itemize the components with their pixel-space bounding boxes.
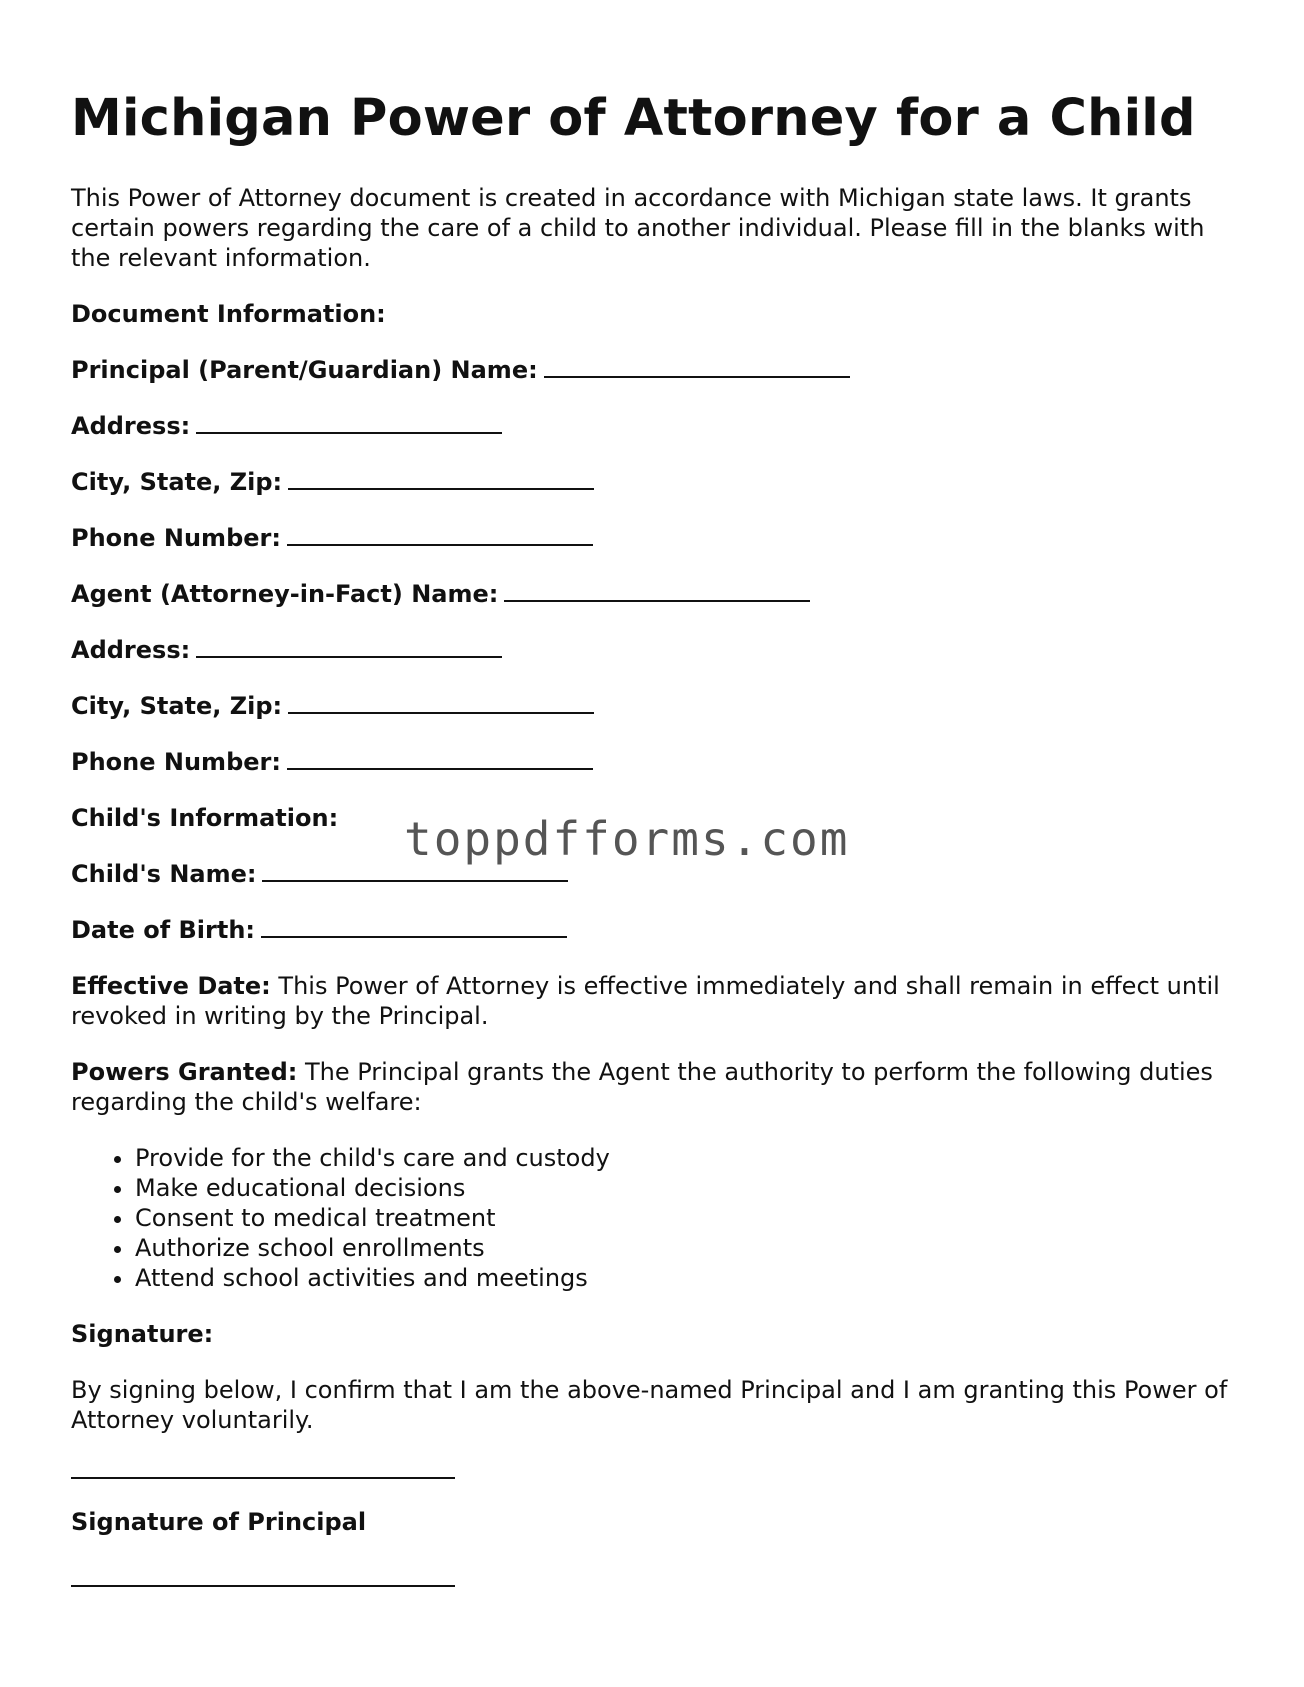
- principal-phone-field: [71, 523, 1241, 553]
- agent-phone-field: [71, 747, 1241, 777]
- watermark: toppdfforms.com: [404, 812, 850, 866]
- powers-list: [71, 1143, 1241, 1293]
- agent-city-blank[interactable]: [288, 692, 594, 714]
- powers-granted-lead: Powers Granted:: [71, 1058, 298, 1086]
- agent-city-field: [71, 691, 1241, 721]
- principal-signature-line[interactable]: [71, 1477, 455, 1479]
- page-title: Michigan Power of Attorney for a Child: [71, 89, 1196, 148]
- agent-phone-label: Phone Number:: [71, 748, 281, 776]
- principal-name-label: Principal (Parent/Guardian) Name:: [71, 356, 538, 384]
- child-dob-field: [71, 915, 1241, 945]
- child-info-heading: Child's Information:: [71, 804, 339, 832]
- list-item: • Authorize school enrollments: [135, 1233, 1241, 1263]
- principal-address-blank[interactable]: [196, 412, 502, 434]
- powers-granted-paragraph: [71, 1057, 1241, 1117]
- agent-name-blank[interactable]: [504, 580, 810, 602]
- agent-city-label: City, State, Zip:: [71, 692, 283, 720]
- principal-city-field: [71, 467, 1241, 497]
- principal-name-blank[interactable]: [544, 356, 850, 378]
- principal-city-label: City, State, Zip:: [71, 468, 283, 496]
- signature-heading: Signature:: [71, 1320, 214, 1348]
- agent-phone-blank[interactable]: [287, 748, 593, 770]
- agent-name-field: [71, 579, 1241, 609]
- agent-name-label: Agent (Attorney-in-Fact) Name:: [71, 580, 499, 608]
- list-item: • Make educational decisions: [135, 1173, 1241, 1203]
- list-item: • Attend school activities and meetings: [135, 1263, 1241, 1293]
- principal-phone-label: Phone Number:: [71, 524, 281, 552]
- child-name-label: Child's Name:: [71, 860, 257, 888]
- agent-address-label: Address:: [71, 636, 191, 664]
- principal-address-label: Address:: [71, 412, 191, 440]
- agent-address-field: [71, 635, 1241, 665]
- signature-statement: By signing below, I confirm that I am the above-named Principal and I am granting this Power of Attorney voluntarily.: [71, 1376, 1228, 1434]
- list-item: • Provide for the child's care and custody: [135, 1143, 1241, 1173]
- document-info-heading: Document Information:: [71, 300, 386, 328]
- list-item: • Consent to medical treatment: [135, 1203, 1241, 1233]
- signature-of-principal-label: Signature of Principal: [71, 1508, 367, 1536]
- principal-name-field: [71, 355, 1241, 385]
- effective-date-lead: Effective Date:: [71, 972, 271, 1000]
- child-dob-blank[interactable]: [261, 916, 567, 938]
- second-signature-line[interactable]: [71, 1585, 455, 1587]
- principal-phone-blank[interactable]: [287, 524, 593, 546]
- powers-granted-text: The Principal grants the Agent the authority to perform the following duties regarding the child's welfare:: [71, 1058, 1213, 1116]
- principal-city-blank[interactable]: [288, 468, 594, 490]
- effective-date-paragraph: [71, 971, 1241, 1031]
- intro-paragraph: This Power of Attorney document is created in accordance with Michigan state laws. It grants certain powers regarding the care of a child to another individual. Please fill in the blanks with the relevant information.: [71, 184, 1205, 272]
- agent-address-blank[interactable]: [196, 636, 502, 658]
- effective-date-text: This Power of Attorney is effective immediately and shall remain in effect until revoked in writing by the Principal.: [71, 972, 1220, 1030]
- child-dob-label: Date of Birth:: [71, 916, 256, 944]
- principal-address-field: [71, 411, 1241, 441]
